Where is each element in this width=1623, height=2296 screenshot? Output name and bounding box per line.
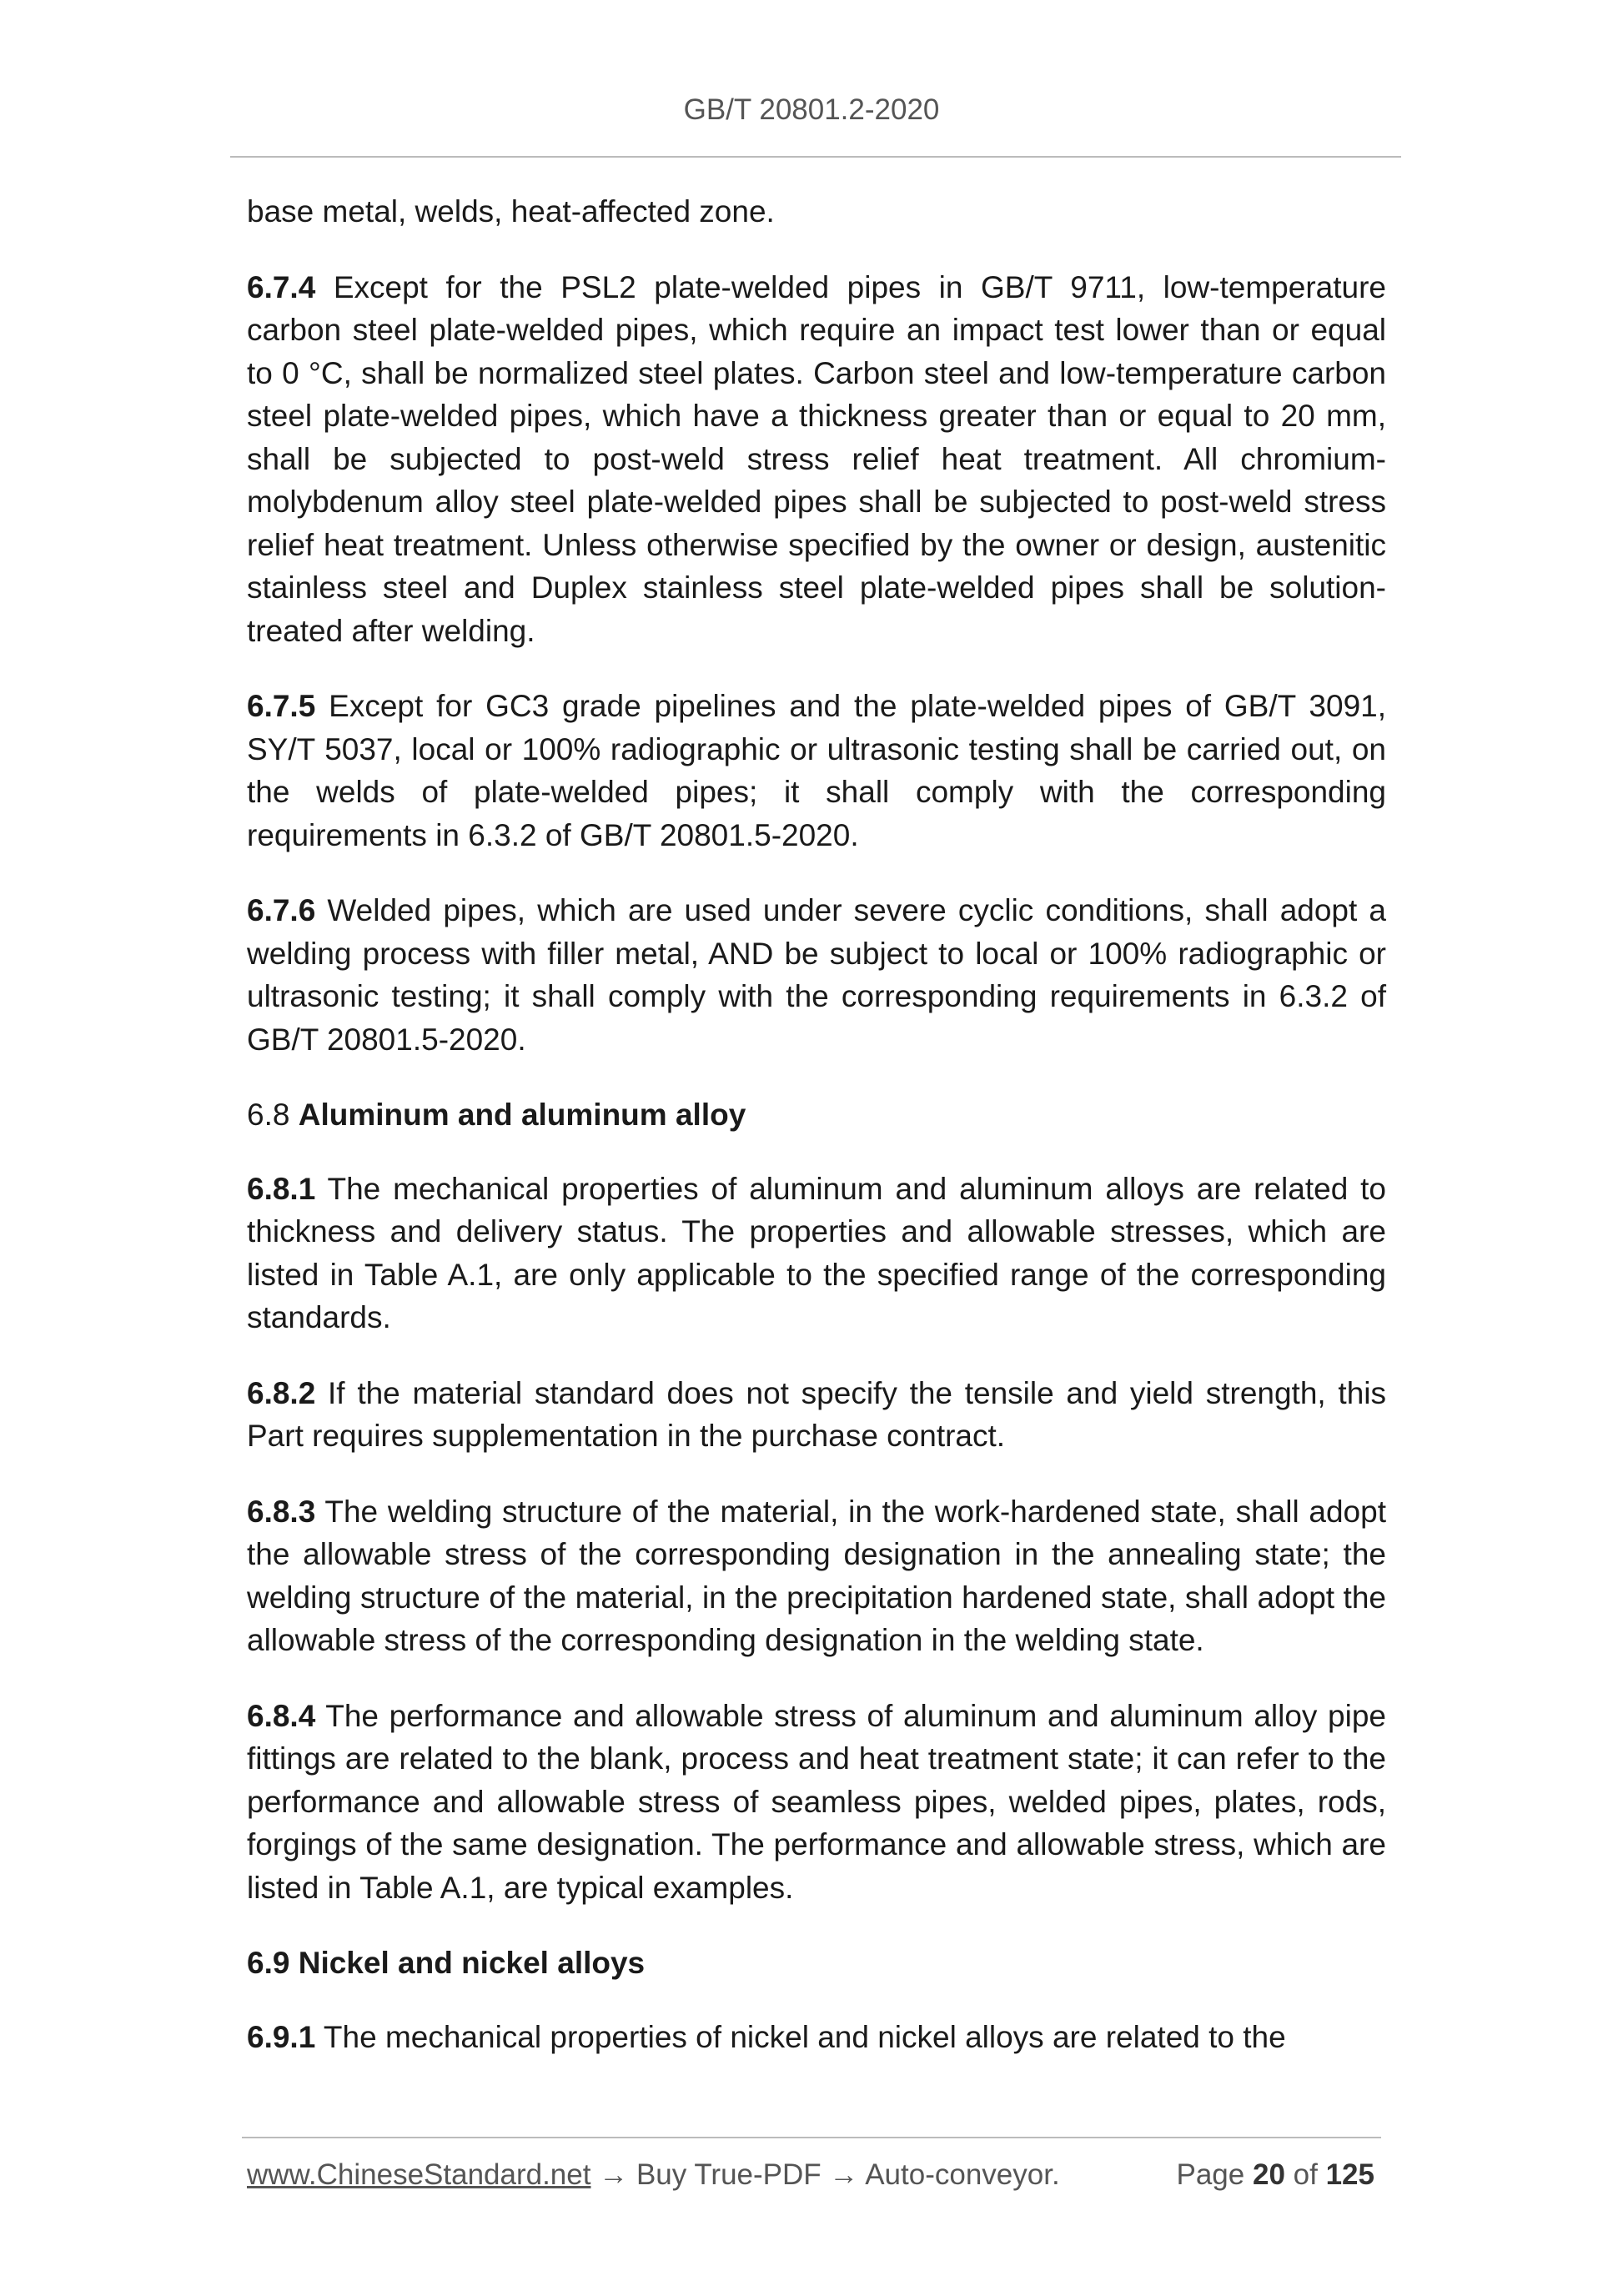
clause-text: The mechanical properties of nickel and nickel alloys are related to the: [315, 2019, 1286, 2054]
buy-true-pdf-label: Buy True-PDF: [636, 2158, 822, 2191]
page-label: Page: [1176, 2158, 1245, 2191]
page-total: 125: [1325, 2158, 1374, 2191]
clause-text: Except for the PSL2 plate-welded pipes in GB/T 9711, low-temperature carbon steel plate-welded pipes, which require an impact test lower than or equal to 0 °C, shall be normalized steel plates. Carbon steel and low-temperature carbon steel plate-welded pipes, which have a thickness greater than or equal to 20 mm, shall be subjected to post-weld stress relief heat treatment. All chromium-molybdenum alloy steel plate-welded pipes shall be subjected to post-weld stress relief heat treatment. Unless otherwise specified by the owner or design, austenitic stainless steel and Duplex stainless steel plate-welded pipes shall be solution-treated after welding.: [247, 269, 1386, 648]
clause-text: Except for GC3 grade pipelines and the plate-welded pipes of GB/T 3091, SY/T 5037, local or 100% radiographic or ultrasonic testing shall be carried out, on the welds of plate-welded pipes; it shall comply with the corresponding requirements in 6.3.2 of GB/T 20801.5-2020.: [247, 689, 1386, 852]
clause-6-7-4: [247, 266, 1386, 653]
section-heading-6-8: [247, 1093, 1386, 1137]
section-title: Aluminum and aluminum alloy: [298, 1098, 746, 1132]
document-body: [247, 190, 1386, 2091]
header-divider: [230, 156, 1401, 158]
clause-text: The performance and allowable stress of aluminum and aluminum alloy pipe fittings are related to the blank, process and heat treatment state; it can refer to the performance and allowable stress of seamless pipes, welded pipes, plates, rods, forgings of the same designation. The performance and allowable stress, which are listed in Table A.1, are typical examples.: [247, 1698, 1386, 1905]
section-number: 6.9: [247, 1946, 290, 1980]
clause-6-8-3: [247, 1490, 1386, 1662]
clause-number: 6.8.3: [247, 1494, 316, 1529]
clause-6-9-1: [247, 2016, 1386, 2059]
paragraph-text: base metal, welds, heat-affected zone.: [247, 194, 775, 229]
clause-number: 6.8.4: [247, 1698, 316, 1733]
clause-6-8-2: [247, 1372, 1386, 1458]
clause-number: 6.8.1: [247, 1171, 316, 1206]
clause-number: 6.7.4: [247, 269, 316, 304]
auto-conveyor-label: Auto-conveyor.: [865, 2158, 1060, 2191]
clause-6-7-5: [247, 685, 1386, 857]
section-heading-6-9: [247, 1942, 1386, 1985]
page-indicator: [1177, 2158, 1375, 2192]
arrow-icon: →: [599, 2158, 629, 2191]
clause-number: 6.7.5: [247, 689, 316, 723]
clause-number: 6.9.1: [247, 2019, 316, 2054]
clause-text: The welding structure of the material, in the work-hardened state, shall adopt the allowable stress of the corresponding designation in the annealing state; the welding structure of the material, in the precipitation hardened state, shall adopt the allowable stress of the corresponding designation in the welding state.: [247, 1494, 1386, 1657]
footer-nav: [247, 2158, 1060, 2192]
paragraph-continuation: [247, 190, 1386, 234]
page-header: GB/T 20801.2-2020: [683, 93, 940, 126]
clause-number: 6.8.2: [247, 1375, 316, 1410]
website-link[interactable]: www.ChineseStandard.net: [247, 2158, 591, 2191]
clause-text: If the material standard does not specify the tensile and yield strength, this Part requires supplementation in the purchase contract.: [247, 1375, 1386, 1453]
page-number: 20: [1252, 2158, 1285, 2191]
clause-number: 6.7.6: [247, 893, 316, 927]
arrow-icon: →: [829, 2158, 859, 2191]
of-label: of: [1293, 2158, 1318, 2191]
clause-6-8-1: [247, 1168, 1386, 1339]
section-title: Nickel and nickel alloys: [298, 1946, 646, 1980]
section-number: 6.8: [247, 1098, 290, 1132]
clause-text: The mechanical properties of aluminum and aluminum alloys are related to thickness and delivery status. The properties and allowable stresses, which are listed in Table A.1, are only applicable to the specified range of the corresponding standards.: [247, 1171, 1386, 1334]
clause-text: Welded pipes, which are used under severe cyclic conditions, shall adopt a welding process with filler metal, AND be subject to local or 100% radiographic or ultrasonic testing; it shall comply with the corresponding requirements in 6.3.2 of GB/T 20801.5-2020.: [247, 893, 1386, 1057]
clause-6-8-4: [247, 1695, 1386, 1910]
footer-divider: [242, 2137, 1381, 2138]
clause-6-7-6: [247, 889, 1386, 1061]
